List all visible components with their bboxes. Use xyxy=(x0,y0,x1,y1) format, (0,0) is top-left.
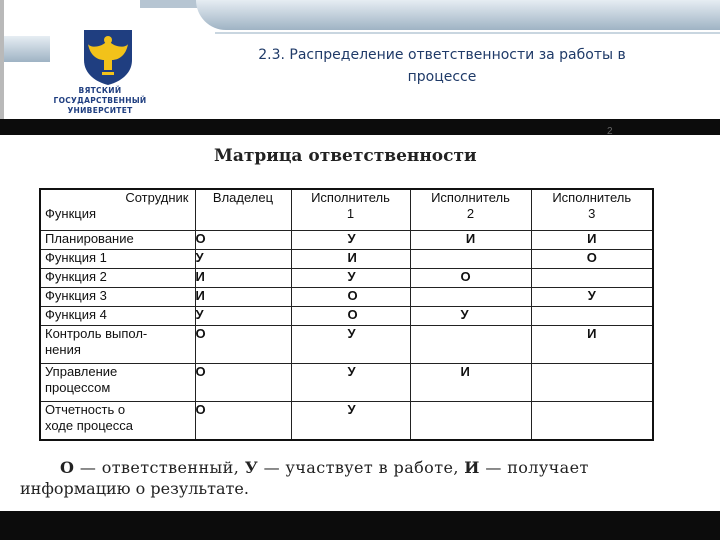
matrix-value-cell xyxy=(410,249,531,268)
matrix-value-cell xyxy=(410,287,531,306)
column-header-executor-1 xyxy=(291,189,410,230)
legend-i-symbol: И xyxy=(464,458,480,477)
corner-header-cell xyxy=(40,189,195,230)
legend-u-symbol: У xyxy=(244,458,259,477)
column-header-line2: 1 xyxy=(346,206,355,221)
function-cell: Функция 3 xyxy=(40,287,195,306)
matrix-value-cell xyxy=(531,306,653,325)
corner-employee-label: Сотрудник xyxy=(125,190,189,205)
table-row xyxy=(40,268,653,287)
table-row xyxy=(40,325,653,363)
function-line: Управление xyxy=(45,364,118,380)
legend-line-2: информацию о результате. xyxy=(20,479,249,498)
slide-title: 2.3. Распределение ответственности за работы в процессе xyxy=(258,47,626,85)
matrix-value-cell: И xyxy=(531,230,653,249)
matrix-value-cell xyxy=(531,364,653,402)
table-header-row xyxy=(40,189,653,230)
matrix-legend xyxy=(20,457,700,499)
function-line: ходе процесса xyxy=(45,418,133,434)
legend-line-1 xyxy=(20,457,700,478)
function-line: Контроль выпол- xyxy=(45,325,148,341)
matrix-value-cell: О xyxy=(291,306,410,325)
function-cell xyxy=(40,364,195,402)
column-header-owner xyxy=(195,189,291,230)
matrix-value-cell: И xyxy=(195,268,291,287)
university-name-line-3: УНИВЕРСИТЕТ xyxy=(67,106,133,115)
matrix-value-cell: У xyxy=(291,268,410,287)
matrix-value-cell xyxy=(531,268,653,287)
function-cell: Функция 1 xyxy=(40,249,195,268)
matrix-value-cell: У xyxy=(531,287,653,306)
function-line: нения xyxy=(45,341,81,357)
function-cell: Функция 4 xyxy=(40,306,195,325)
legend-u-text: — участвует в работе, xyxy=(258,458,465,477)
matrix-value-cell: У xyxy=(291,325,410,363)
matrix-title: Матрица ответственности xyxy=(214,146,477,166)
matrix-value-cell: У xyxy=(291,230,410,249)
function-line: Отчетность о xyxy=(45,402,126,418)
matrix-value-cell xyxy=(531,402,653,440)
function-cell: Функция 2 xyxy=(40,268,195,287)
column-header-line1: Исполнитель xyxy=(431,190,510,205)
column-header-line2: 2 xyxy=(466,206,475,221)
legend-i-text: — получает xyxy=(479,458,589,477)
column-header-line1: Исполнитель xyxy=(552,190,632,205)
responsibility-matrix-table xyxy=(39,188,654,441)
matrix-value-cell: О xyxy=(195,364,291,402)
table-row xyxy=(40,249,653,268)
bottom-black-band xyxy=(0,511,720,540)
matrix-value-cell: О xyxy=(195,230,291,249)
ribbon-mid xyxy=(140,0,200,8)
matrix-value-cell: И xyxy=(195,287,291,306)
column-header-line1: Исполнитель xyxy=(311,190,390,205)
stray-page-mark: 2 xyxy=(607,126,613,137)
column-header-executor-2 xyxy=(410,189,531,230)
matrix-value-cell: О xyxy=(291,287,410,306)
function-cell xyxy=(40,325,195,363)
university-emblem-icon xyxy=(78,26,138,86)
function-line: процессом xyxy=(45,380,111,396)
matrix-value-cell xyxy=(410,325,531,363)
table-row xyxy=(40,306,653,325)
legend-o-text: — ответственный, xyxy=(74,458,245,477)
matrix-value-cell: О xyxy=(195,402,291,440)
university-name-line-1: ВЯТСКИЙ xyxy=(78,86,122,95)
legend-o-symbol: О xyxy=(60,458,75,477)
matrix-value-cell: У xyxy=(410,306,531,325)
ribbon-stripe xyxy=(215,32,720,34)
table-row xyxy=(40,402,653,440)
column-header-line2: 3 xyxy=(588,206,596,221)
corner-function-label: Функция xyxy=(45,206,96,221)
column-header-line1: Владелец xyxy=(212,190,274,205)
ribbon-right xyxy=(196,0,720,30)
slide-header xyxy=(0,0,720,120)
ribbon-left xyxy=(0,36,50,62)
matrix-value-cell: И xyxy=(410,364,531,402)
matrix-value-cell: У xyxy=(195,306,291,325)
matrix-value-cell: О xyxy=(531,249,653,268)
table-row xyxy=(40,287,653,306)
matrix-value-cell: И xyxy=(531,325,653,363)
matrix-value-cell: И xyxy=(410,230,531,249)
matrix-value-cell: У xyxy=(291,402,410,440)
matrix-value-cell: У xyxy=(291,364,410,402)
matrix-value-cell: О xyxy=(195,325,291,363)
column-header-executor-3 xyxy=(531,189,653,230)
matrix-value-cell: О xyxy=(410,268,531,287)
table-row xyxy=(40,364,653,402)
function-cell xyxy=(40,402,195,440)
function-cell: Планирование xyxy=(40,230,195,249)
matrix-value-cell: У xyxy=(195,249,291,268)
matrix-value-cell: И xyxy=(291,249,410,268)
matrix-value-cell xyxy=(410,402,531,440)
logo-frame xyxy=(0,0,4,120)
university-name xyxy=(30,86,170,116)
table-row xyxy=(40,230,653,249)
university-name-line-2: ГОСУДАРСТВЕННЫЙ xyxy=(53,96,147,105)
